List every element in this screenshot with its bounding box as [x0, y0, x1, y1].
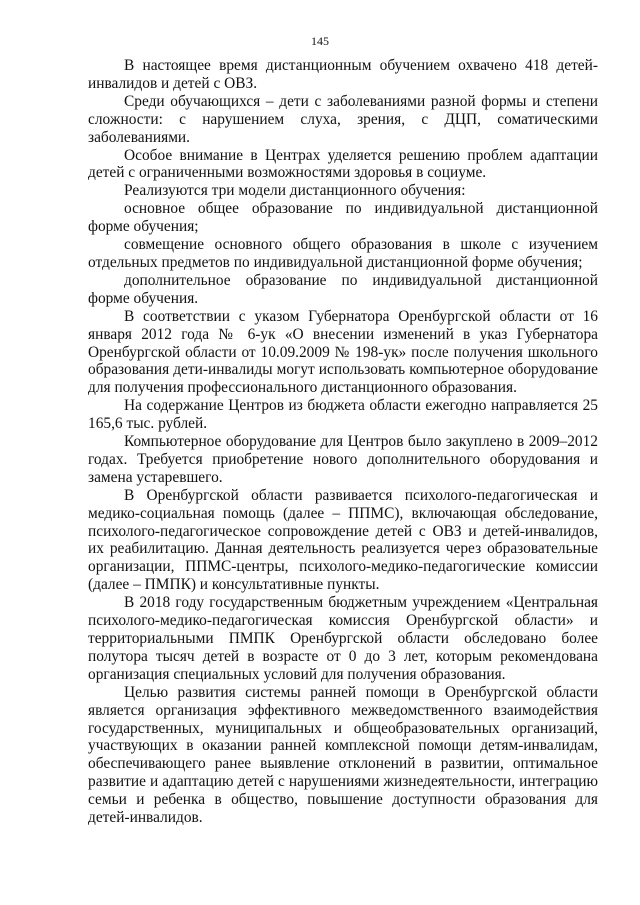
paragraph: В Оренбургской области развивается психолого-педагогическая и медико-социальная помощь (далее – ППМС), включающая обследование, психолого-педагогическое сопровождение детей с ОВЗ и детей-инвалидов, их реабилитацию. Данная деятельность реализуется через образовательные организации, ППМС-центры, психолого-медико-педагогические комиссии (далее – ПМПК) и консультативные пункты.: [88, 486, 598, 594]
page-number: 145: [311, 34, 329, 48]
paragraph: Компьютерное оборудование для Центров было закуплено в 2009–2012 годах. Требуется приобретение нового дополнительного оборудования и замена устаревшего.: [88, 433, 598, 486]
paragraph: В настоящее время дистанционным обучением охвачено 418 детей-инвалидов и детей с ОВЗ.: [88, 57, 598, 92]
list-item: дополнительное образование по индивидуальной дистанционной форме обучения.: [88, 271, 598, 307]
list-item: основное общее образование по индивидуальной дистанционной форме обучения;: [88, 200, 598, 236]
paragraph: В соответствии с указом Губернатора Оренбургской области от 16 января 2012 года № 6-ук «О внесении изменений в указ Губернатора Оренбургской области от 10.09.2009 № 198-ук» после получения школьного образования дети-инвалиды могут использовать компьютерное оборудование для получения профессионального дистанционного образования.: [88, 307, 598, 397]
list-item: совмещение основного общего образования в школе с изучением отдельных предметов по индивидуальной дистанционной форме обучения;: [88, 236, 598, 271]
paragraph: На содержание Центров из бюджета области ежегодно направляется 25 165,6 тыс. рублей.: [88, 397, 598, 433]
paragraph: В 2018 году государственным бюджетным учреждением «Центральная психолого-медико-педагогическая комиссия Оренбургской области» и территориальными ПМПК Оренбургской области обследовано более полутора тысяч детей в возрасте от 0 до 3 лет, которым рекомендована организация специальных условий для получения образования.: [88, 594, 598, 683]
paragraph: Особое внимание в Центрах уделяется решению проблем адаптации детей с ограниченными возможностями здоровья в социуме.: [88, 146, 598, 182]
paragraph: Целью развития системы ранней помощи в Оренбургской области является организация эффективного межведомственного взаимодействия государственных, муниципальных и общеобразовательных организаций, участвующих в оказании ранней комплексной помощи детям-инвалидам, обеспечивающего ранее выявление отклонений в развитии, оптимальное развитие и адаптацию детей с нарушениями жизнедеятельности, интеграцию семьи и ребенка в общество, повышение доступности образования для детей-инвалидов.: [88, 683, 598, 827]
text-body: [88, 57, 598, 827]
paragraph: Реализуются три модели дистанционного обучения:: [124, 182, 466, 200]
paragraph: Среди обучающихся – дети с заболеваниями разной формы и степени сложности: с нарушением слуха, зрения, с ДЦП, соматическими заболеваниями.: [88, 92, 598, 146]
